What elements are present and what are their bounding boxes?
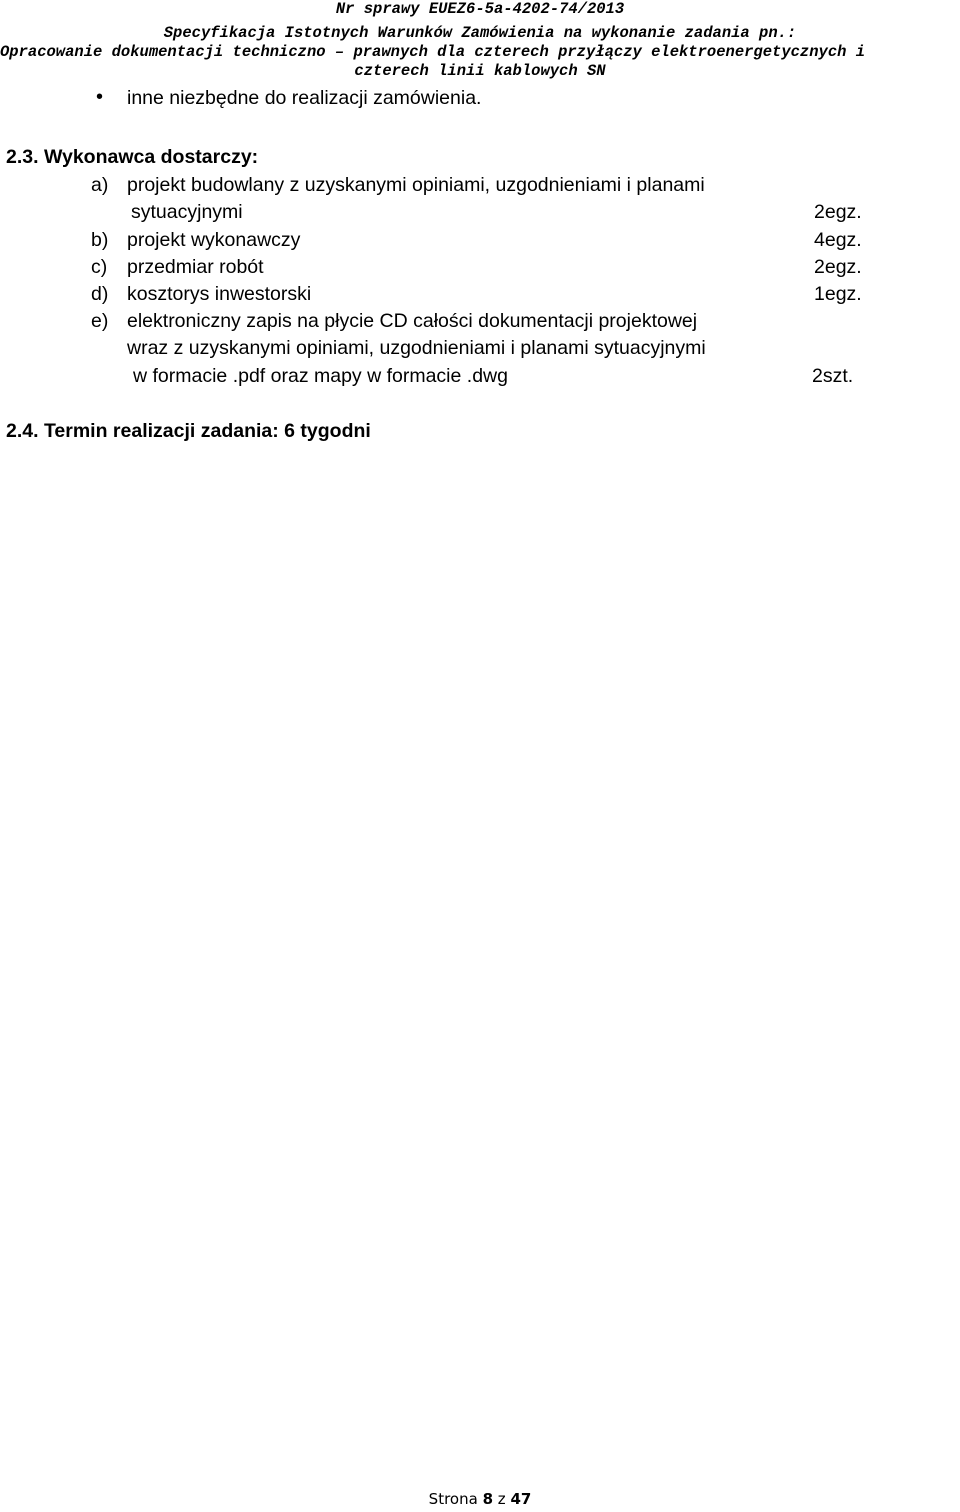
item-d-qty: 1egz. (814, 283, 862, 305)
section-2-4-heading: 2.4. Termin realizacji zadania: 6 tygodni (6, 420, 371, 442)
header-task-title: Opracowanie dokumentacji techniczno – prawnych dla czterech przyłączy elektroenergetycznych i (0, 43, 866, 61)
item-e-text-cont2: w formacie .pdf oraz mapy w formacie .dwg (133, 365, 508, 387)
header-task-title-cont: czterech linii kablowych SN (354, 62, 606, 80)
item-a-text: projekt budowlany z uzyskanymi opiniami, uzgodnieniami i planami (127, 174, 705, 196)
page-footer (0, 1490, 960, 1508)
item-b-letter: b) (91, 229, 109, 251)
section-2-3-heading: 2.3. Wykonawca dostarczy: (6, 146, 259, 168)
item-c-text: przedmiar robót (127, 256, 264, 278)
bullet-item-text: inne niezbędne do realizacji zamówienia. (127, 87, 482, 109)
item-c-letter: c) (91, 256, 108, 278)
footer-page-total: 47 (510, 1490, 532, 1508)
header-case-number: Nr sprawy EUEZ6-5a-4202-74/2013 (335, 0, 625, 18)
bullet-icon: • (96, 86, 104, 108)
item-e-qty: 2szt. (812, 365, 854, 387)
item-b-qty: 4egz. (814, 229, 862, 251)
footer-prefix: Strona (428, 1490, 478, 1508)
item-a-qty: 2egz. (814, 201, 862, 223)
item-d-text: kosztorys inwestorski (127, 283, 312, 305)
item-d-letter: d) (91, 283, 109, 305)
item-a-letter: a) (91, 174, 109, 196)
item-a-text-cont: sytuacyjnymi (131, 201, 243, 223)
item-b-text: projekt wykonawczy (127, 229, 301, 251)
item-e-text: elektroniczny zapis na płycie CD całości dokumentacji projektowej (127, 310, 698, 332)
footer-page-number: 8 (482, 1490, 494, 1508)
item-c-qty: 2egz. (814, 256, 862, 278)
footer-of: z (497, 1490, 506, 1508)
item-e-text-cont: wraz z uzyskanymi opiniami, uzgodnieniami i planami sytuacyjnymi (127, 337, 706, 359)
header-spec-title: Specyfikacja Istotnych Warunków Zamówienia na wykonanie zadania pn.: (163, 24, 797, 42)
item-e-letter: e) (91, 310, 109, 332)
